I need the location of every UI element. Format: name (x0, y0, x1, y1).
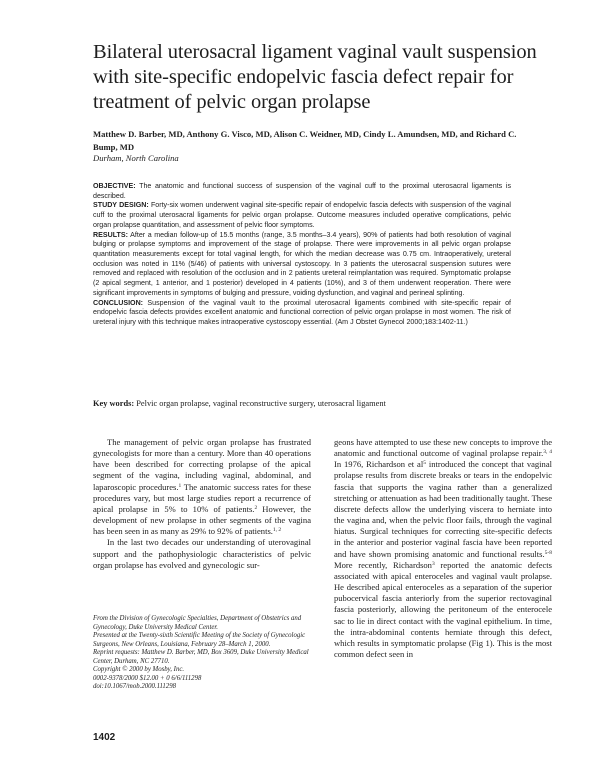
objective-text: The anatomic and functional success of suspension of the vaginal cuff to the proximal uterosacral ligaments is described. (93, 182, 511, 200)
results-label: RESULTS: (93, 230, 128, 239)
paragraph (334, 437, 552, 660)
body-column-left (93, 437, 311, 571)
text-run: introduced the concept that vaginal prolapse results from discrete breaks or tears in the endopelvic fascia that supports the vagina rather than a generalized stretching or attenuation as had been traditionally taught. These discrete defects allow the underlying viscera to herniate into the vagina and, when the pelvic floor fails, through the vaginal hiatus. Surgical techniques for correcting site-specific defects in the anterior and posterior vaginal fascia have been reported and have shown promising anatomic and functional results. (334, 459, 552, 559)
article-title: Bilateral uterosacral ligament vaginal vault suspension with site-specific endopelvic fascia defect repair for treatment of pelvic organ prolapse (93, 41, 537, 113)
text-run: However, the development of new prolapse in other segments of the vagina has been seen in as many as 29% to 92% of patients. (93, 503, 311, 537)
footnote-presented: Presented at the Twenty-sixth Scientific Meeting of the Society of Gynecologic Surgeons, New Orleans, Louisiana, February 28–March 1, 2000. (93, 632, 306, 648)
affiliation: Durham, North Carolina (93, 153, 179, 163)
citation: 1, 2 (272, 527, 282, 534)
footnote (93, 615, 311, 692)
citation: 1 (178, 482, 182, 489)
text-run: In 1976, Richardson et al (334, 459, 424, 470)
citation: 3, 4 (543, 449, 552, 456)
footnote-copyright: Copyright © 2000 by Mosby, Inc. (93, 666, 185, 674)
page-number: 1402 (93, 732, 116, 743)
citation: 3 (431, 560, 435, 567)
objective-label: OBJECTIVE: (93, 182, 136, 190)
citation: 5-8 (544, 549, 552, 556)
study-design-text: Forty-six women underwent vaginal site-specific repair of endopelvic fascia defects with suspension of the vaginal cuff to the proximal uterosacral ligaments for pelvic organ prolapse. Outcome measures included operative complications, pelvic organ prolapse quantitation, and assessment of pelvic floor symptoms. (93, 201, 511, 229)
keywords-label: Key words: (93, 399, 135, 408)
author-list: Matthew D. Barber, MD, Anthony G. Visco, MD, Alison C. Weidner, MD, Cindy L. Amundsen, MD, and Richard C. Bump, MD (93, 129, 517, 152)
conclusion-label: CONCLUSION: (93, 298, 144, 307)
text-run: The anatomic success rates for these procedures vary, but most large studies report a recurrence of apical prolapse in 5% to 10% of patients. (93, 481, 311, 514)
paragraph (93, 437, 311, 537)
abstract (93, 182, 511, 328)
abstract-objective (93, 182, 511, 201)
conclusion-text: Suspension of the vaginal vault to the proximal uterosacral ligaments combined with site-specific repair of endopelvic fascia defects provides excellent anatomic and functional correction of pelvic organ prolapse in most women. The risk of ureteral injury with this technique makes intraoperative cystoscopy essential. (Am J Obstet Gynecol 2000;183:1402-11.) (93, 298, 511, 327)
citation: 2 (254, 504, 258, 511)
text-run: More recently, Richardson (334, 559, 432, 570)
footnote-reprint: Reprint requests: Matthew D. Barber, MD, Box 3609, Duke University Medical Center, Durham, NC 27710. (93, 649, 309, 665)
study-design-label: STUDY DESIGN: (93, 201, 149, 210)
text-run: reported the anatomic defects associated with apical enteroceles and vaginal vault prolapse. He described apical enteroceles as a separation of the superior pubocervical fascia anteriorly from the superior rectovaginal fascia posteriorly, allowing the peritoneum of the enterocele sac to lie in direct contact with the vaginal epithelium. In time, the intra-abdominal contents herniate through this defect, which results in symptomatic prolapse (Fig 1). This is the most common defect seen in (334, 559, 552, 659)
footnote-doi: doi:10.1067/mob.2000.111298 (93, 683, 177, 691)
keywords (93, 399, 523, 408)
footnote-issn: 0002-9378/2000 $12.00 + 0 6/6/111298 (93, 674, 202, 682)
results-text: After a median follow-up of 15.5 months (range, 3.5 months–3.4 years), 90% of patients had both resolution of vaginal bulging or prolapse symptoms and improvement of the stage of prolapse. There were improvements in all pelvic organ prolapse quantitation measurements except for total vaginal length, for which the median decrease was 0.75 cm. Intraoperatively, ureteral occlusion was noted in 11% (5/46) of patients with universal cystoscopy. In 3 patients the uterosacral suspension sutures were removed and replaced with resolution of the occlusion and in 2 patients ureteral reimplantation was required. Symptomatic prolapse (2 apical segment, 1 anterior, and 1 posterior) developed in 4 patients (10%), and 3 of them underwent reoperation. There were significant improvements in symptoms of bulging and pressure, voiding dysfunction, and vaginal and perineal splinting. (93, 230, 511, 297)
abstract-results (93, 231, 511, 299)
citation: 5 (423, 460, 426, 467)
text-run: geons have attempted to use these new concepts to improve the anatomic and functional outcome of vaginal prolapse repair. (334, 437, 552, 459)
abstract-conclusion (93, 299, 511, 328)
text-run: The management of pelvic organ prolapse has frustrated gynecologists for more than a century. More than 40 operations have been described for correcting prolapse of the apical segment of the vagina, including vaginal, abdominal, and laparoscopic procedures. (93, 437, 311, 492)
keywords-text: Pelvic organ prolapse, vaginal reconstructive surgery, uterosacral ligament (136, 399, 386, 408)
abstract-study-design (93, 201, 511, 230)
paragraph: In the last two decades our understanding of uterovaginal support and the pathophysiologic characteristics of pelvic organ prolapse has evolved and gynecologic sur- (93, 537, 311, 570)
body-column-right (334, 437, 552, 660)
footnote-affiliation: From the Division of Gynecologic Specialties, Department of Obstetrics and Gynecology, Duke University Medical Center. (93, 615, 302, 631)
